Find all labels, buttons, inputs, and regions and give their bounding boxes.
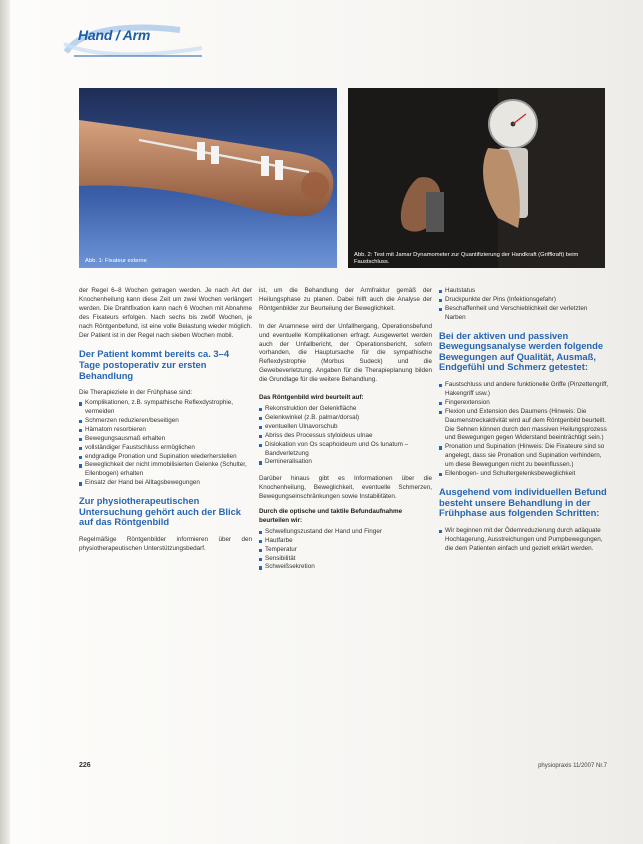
list-item: vollständiger Faustschluss ermöglichen — [79, 444, 252, 453]
list-item: Sensibilität — [259, 555, 432, 564]
bullet-list — [439, 381, 609, 479]
list-item: Dislokation von Os scaphoideum und Os lunatum – Bandverletzung — [259, 441, 432, 459]
list-item: Hautstatus — [439, 287, 609, 296]
text-column-2 — [259, 287, 432, 580]
list-item: Bewegungsausmaß erhalten — [79, 435, 252, 444]
bold-heading: Durch die optische und taktile Befundaufnahme beurteilen wir: — [259, 508, 403, 524]
list-item: Schweißsekretion — [259, 563, 432, 572]
list-item: Gelenkwinkel (z.B. palmar/dorsal) — [259, 414, 432, 423]
list-item: Hautfarbe — [259, 537, 432, 546]
subheading: Zur physiotherapeutischen Untersuchung gehört auch der Blick auf das Röntgenbild — [79, 495, 242, 528]
bullet-list — [79, 399, 252, 488]
subheading: Bei der aktiven und passiven Bewegungsanalyse werden folgende Bewegungen auf Qualität, Ausmaß, Endgefühl und Schmerz getestet: — [439, 329, 604, 373]
list-item: Wir beginnen mit der Ödemreduzierung durch adäquate Hochlagerung, Ausstreichungen und Pumpbewegungen, die dem Patienten einfach und gezielt erklärt werden. — [439, 527, 609, 554]
list-item: Komplikationen, z.B. sympathische Reflexdystrophie, vermeiden — [79, 399, 252, 417]
page-spine — [0, 0, 10, 844]
subheading: Ausgehend vom individuellen Befund besteht unsere Behandlung in der Frühphase aus folgenden Schritten: — [439, 485, 607, 519]
list-item: Hämatom resorbieren — [79, 426, 252, 435]
paragraph: In der Anamnese wird der Unfallhergang, Operationsbefund und eventuelle Komplikationen erfragt. Ausgewertet werden auch der Unfallbericht, der Operationsbericht, sofern vorhanden, die Hauptursache für die sympathische Reflexdystrophie (Morbus Sudeck) und die Gewebeverletzung. Angaben für die Therapieplanung bilden die Grundlage für die weitere Behandlung. — [259, 322, 432, 384]
arm-fixator-photo — [79, 88, 337, 268]
paragraph: Regelmäßige Röntgenbilder informieren über den physiotherapeutischen Unterstützungsbedarf. — [79, 535, 252, 552]
dynamometer-photo — [348, 88, 605, 268]
section-title: Hand / Arm — [78, 27, 151, 43]
text-column-3 — [439, 287, 609, 561]
list-item: Demineralisation — [259, 458, 432, 467]
list-item: Abriss des Processus styloideus ulnae — [259, 432, 432, 441]
bullet-list — [439, 527, 609, 554]
bold-heading: Das Röntgenbild wird beurteilt auf: — [259, 394, 364, 402]
list-item: Beweglichkeit der nicht immobilisierten Gelenke (Schulter, Ellenbogen) erhalten — [79, 461, 252, 479]
subheading: Der Patient kommt bereits ca. 3–4 Tage postoperativ zur ersten Behandlung — [79, 348, 230, 381]
list-item: Einsatz der Hand bei Alltagsbewegungen — [79, 479, 252, 488]
paragraph: ist, um die Behandlung der Armfraktur gemäß der Heilungsphase zu planen. Dabei hilft auch die Analyse der Röntgenbilder zur Beurteilung der Beweglichkeit. — [259, 287, 432, 312]
figure-caption-1: Abb. 1: Fixateur externe — [85, 258, 147, 264]
text-column-1 — [79, 287, 252, 563]
journal-footer: physiopraxis 11/2007 Nr.7 — [538, 763, 607, 769]
bullet-list — [259, 405, 432, 467]
list-item: endgradige Pronation und Supination wiederherstellen — [79, 453, 252, 462]
list-item: Flexion und Extension des Daumens (Hinweis: Die Daumenstreckaktivität wird auf dem Röntgenbild beurteilt. Die Sehnen können durch den massiven Heilungsprozess und Bewegungen gegen Widerstand beeinträchtigt sein.) — [439, 408, 609, 444]
list-item: Druckpunkte der Pins (Infektionsgefahr) — [439, 296, 609, 305]
photo-fixateur — [79, 88, 337, 268]
figure-caption-2: Abb. 2: Test mit Jamar Dynamometer zur Quantifizierung der Handkraft (Griffkraft) beim Faustschluss. — [354, 252, 579, 265]
list-item: Schmerzen reduzieren/beseitigen — [79, 417, 252, 426]
paragraph: Die Therapieziele in der Frühphase sind: — [79, 389, 193, 397]
list-item: Ellenbogen- und Schultergelenksbeweglichkeit — [439, 470, 609, 479]
list-item: Rekonstruktion der Gelenkfläche — [259, 405, 432, 414]
page-number: 226 — [79, 762, 91, 769]
list-item: Schwellungszustand der Hand und Finger — [259, 528, 432, 537]
bullet-list — [439, 287, 609, 323]
list-item: Beschaffenheit und Verschieblichkeit der verletzten Narben — [439, 305, 609, 323]
list-item: eventuellen Ulnavorschub — [259, 423, 432, 432]
list-item: Fingerextension — [439, 399, 609, 408]
photo-dynamometer — [348, 88, 605, 268]
list-item: Pronation und Supination (Hinweis: Die Fixateure sind so angelegt, dass sie Pronation und Supination verhindern, um diese Bewegungen nicht zu beeinflussen.) — [439, 443, 609, 470]
list-item: Temperatur — [259, 546, 432, 555]
paragraph: der Regel 6–8 Wochen getragen werden. Je nach Art der Knochenheilung kann diese Zeit um zwei Wochen verlängert werden. Die Drahtfixation kann nach 6 Wochen mit Abnahme des Fixateurs erfolgen. Nach sechs bis zwölf Wochen, je nach Röntgenbefund, ist eine volle Belastung wieder möglich. Der Patient ist in der Regel nach sieben Wochen mobil. — [79, 287, 252, 339]
list-item: Faustschluss und andere funktionelle Griffe (Pinzettengriff, Hakengriff usw.) — [439, 381, 609, 399]
bullet-list — [259, 528, 432, 573]
paragraph: Darüber hinaus gibt es Informationen über die Knochenheilung, Beweglichkeit, eventuelle Schmerzen, Bewegungseinschränkungen sowie Instabilitäten. — [259, 475, 432, 501]
